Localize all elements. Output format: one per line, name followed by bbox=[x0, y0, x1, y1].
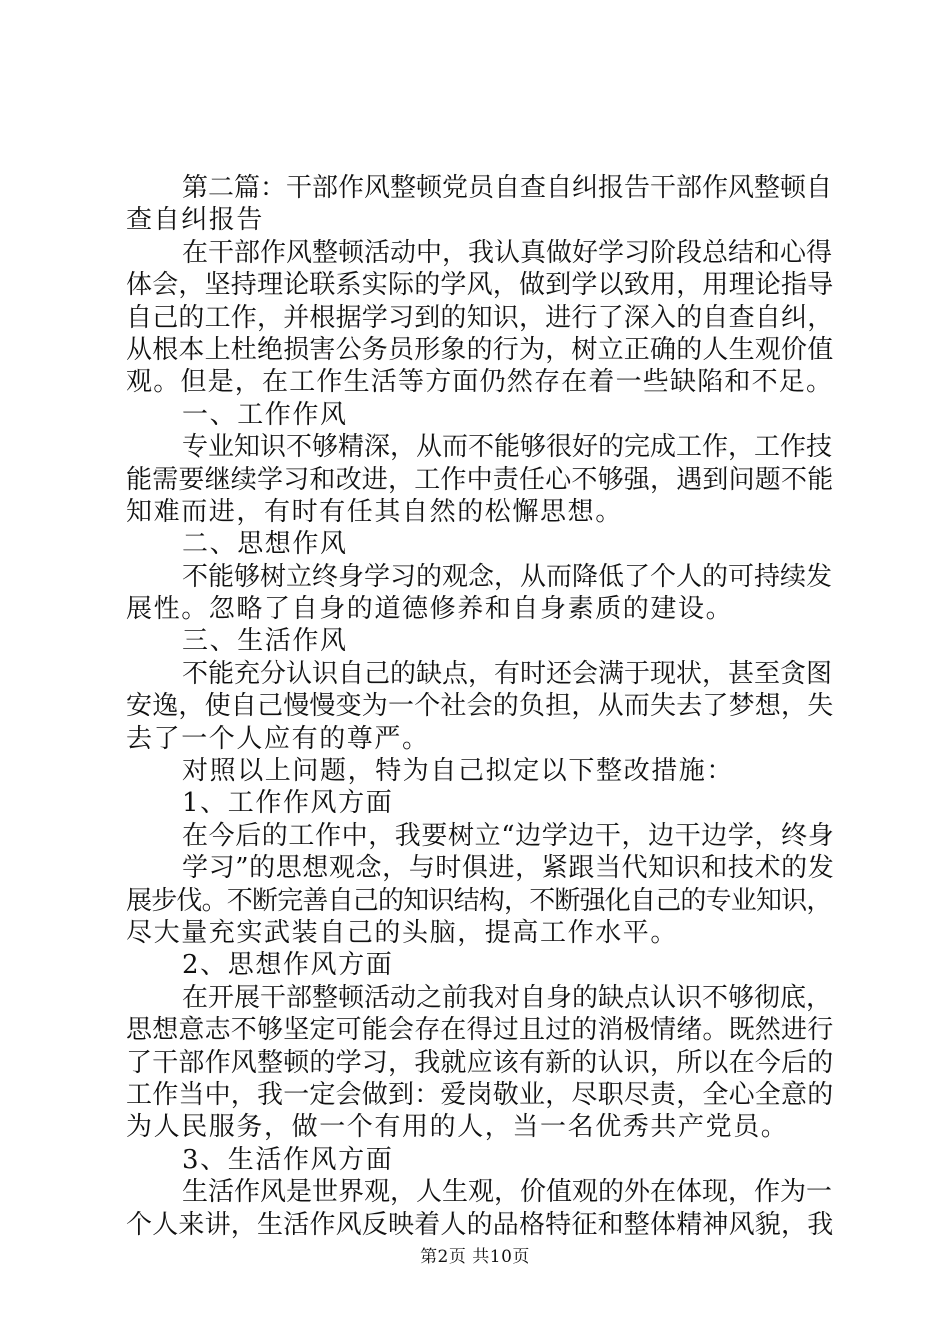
text-line: 在干部作风整顿活动中，我认真做好学习阶段总结和心得 bbox=[182, 237, 833, 268]
text-line: 体会，坚持理论联系实际的学风，做到学以致用，用理论指导 bbox=[126, 270, 834, 301]
text-line: 知难而进，有时有任其自然的松懈思想。 bbox=[126, 496, 623, 527]
text-line: 能需要继续学习和改进，工作中责任心不够强，遇到问题不能 bbox=[126, 464, 834, 495]
page-number-footer: 第2页 共10页 bbox=[420, 1247, 530, 1267]
section-heading: 2、思想作风方面 bbox=[182, 950, 394, 981]
text-line: 查自纠报告 bbox=[126, 205, 265, 236]
text-line: 在今后的工作中，我要树立“边学边干，边干边学，终身 bbox=[182, 820, 835, 851]
section-heading: 1、工作作风方面 bbox=[182, 788, 394, 819]
text-line: 专业知识不够精深，从而不能够很好的完成工作，工作技 bbox=[182, 432, 833, 463]
text-line: 学习”的思想观念，与时俱进，紧跟当代知识和技术的发 bbox=[182, 853, 835, 884]
text-line: 不能充分认识自己的缺点，有时还会满于现状，甚至贪图 bbox=[182, 658, 833, 689]
text-line: 不能够树立终身学习的观念，从而降低了个人的可持续发 bbox=[182, 561, 833, 592]
text-line: 思想意志不够坚定可能会存在得过且过的消极情绪。既然进行 bbox=[126, 1015, 834, 1046]
text-line: 工作当中，我一定会做到：爱岗敬业，尽职尽责，全心全意的 bbox=[126, 1079, 834, 1110]
document-body bbox=[126, 172, 834, 1241]
text-line: 为人民服务，做一个有用的人，当一名优秀共产党员。 bbox=[126, 1112, 789, 1143]
text-line: 第二篇：干部作风整顿党员自查自纠报告干部作风整顿自 bbox=[182, 173, 833, 203]
section-heading: 二、思想作风 bbox=[182, 529, 348, 560]
text-line: 生活作风是世界观，人生观，价值观的外在体现，作为一 bbox=[182, 1177, 833, 1208]
text-line: 自己的工作，并根据学习到的知识，进行了深入的自查自纠， bbox=[126, 302, 834, 333]
text-line: 尽大量充实武装自己的头脑，提高工作水平。 bbox=[126, 917, 679, 948]
text-line: 观。但是，在工作生活等方面仍然存在着一些缺陷和不足。 bbox=[126, 367, 834, 398]
text-line: 展步伐。不断完善自己的知识结构，不断强化自己的专业知识， bbox=[126, 885, 832, 916]
text-line: 在开展干部整顿活动之前我对自身的缺点认识不够彻底， bbox=[182, 982, 833, 1013]
text-line: 去了一个人应有的尊严。 bbox=[126, 723, 430, 754]
section-heading: 3、生活作风方面 bbox=[182, 1144, 394, 1175]
section-heading: 一、工作作风 bbox=[182, 399, 348, 430]
text-line: 安逸，使自己慢慢变为一个社会的负担，从而失去了梦想，失 bbox=[126, 691, 834, 722]
text-line: 展性。忽略了自身的道德修养和自身素质的建设。 bbox=[126, 594, 734, 625]
text-line: 从根本上杜绝损害公务员形象的行为，树立正确的人生观价值 bbox=[126, 334, 834, 365]
section-heading: 三、生活作风 bbox=[182, 626, 348, 657]
text-line: 个人来讲，生活作风反映着人的品格特征和整体精神风貌，我 bbox=[126, 1209, 834, 1240]
text-line: 了干部作风整顿的学习，我就应该有新的认识，所以在今后的 bbox=[126, 1047, 834, 1078]
text-line: 对照以上问题，特为自己拟定以下整改措施： bbox=[182, 756, 735, 787]
